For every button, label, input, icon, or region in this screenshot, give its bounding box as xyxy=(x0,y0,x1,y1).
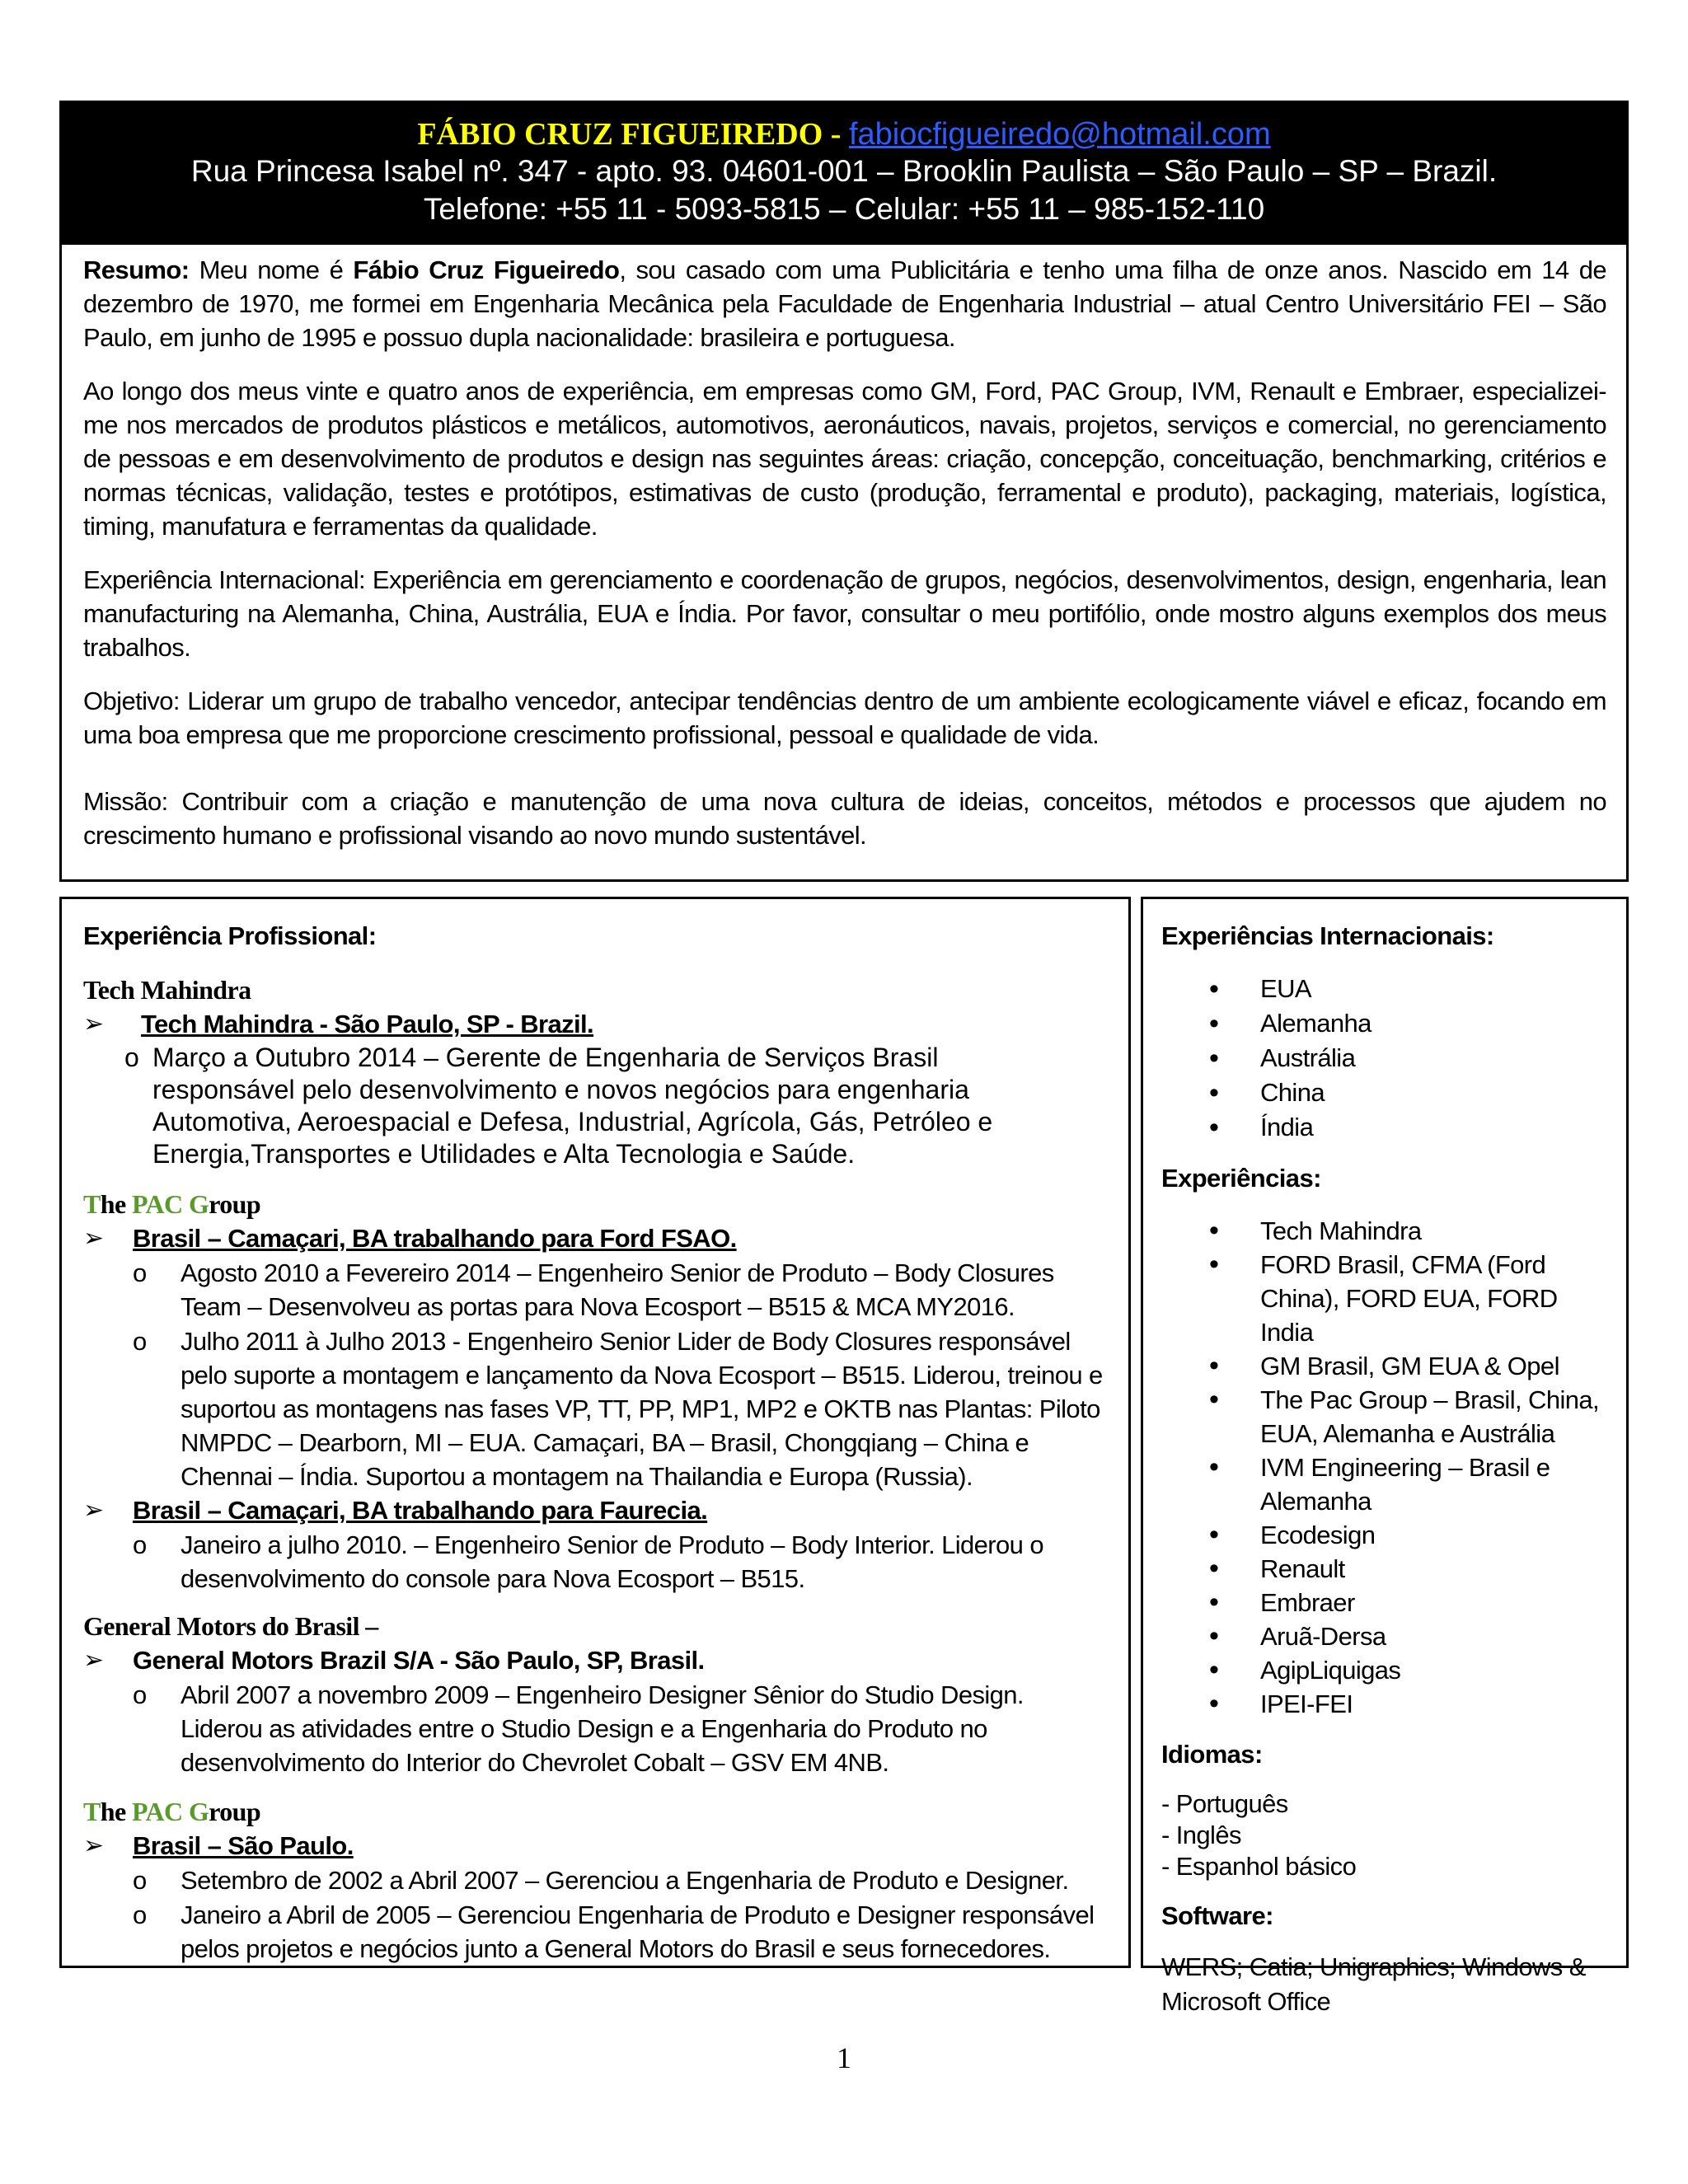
list-item: - Inglês xyxy=(1161,1821,1241,1849)
circle-bullet-icon: o xyxy=(124,1043,139,1072)
list-item: • GM Brasil, GM EUA & Opel xyxy=(1161,1349,1610,1383)
job-description: Janeiro a julho 2010. – Engenheiro Senior de Produto – Body Interior. Liderou o desenvolvimento do console para Nova Ecosport – B515. xyxy=(181,1530,1043,1593)
list-item: • China xyxy=(1161,1076,1610,1110)
job-description: Março a Outubro 2014 – Gerente de Engenharia de Serviços Brasil responsável pelo desenvolvimento e novos negócios para engenharia Automotiva, Aeroespacial e Defesa, Industrial, Agrícola, Gás, Petróleo e Energia,Transportes e Utilidades e Alta Tecnologia e Saúde. xyxy=(152,1043,993,1169)
job-item xyxy=(83,1528,1107,1596)
list-item: • Índia xyxy=(1161,1110,1610,1145)
company-tech-mahindra: Tech Mahindra xyxy=(83,975,251,1005)
list-item: • IPEI-FEI xyxy=(1161,1687,1610,1721)
summary-international: Experiência Internacional: Experiência em gerenciamento e coordenação de grupos, negócios, desenvolvimentos, design, engenharia, lean manufacturing na Alemanha, China, Austrália, EUA e Índia. Por favor, consultar o meu portifólio, onde mostro alguns exemplos dos meus trabalhos. xyxy=(83,565,1606,662)
summary-experience: Ao longo dos meus vinte e quatro anos de experiência, em empresas como GM, Ford, PAC Group, IVM, Renault e Embraer, especializei-me nos mercados de produtos plásticos e metálicos, automotivos, aeronáuticos, navais, projetos, serviços e comercial, no gerenciamento de pessoas e em desenvolvimento de produtos e design nas seguintes áreas: criação, concepção, conceituação, benchmarking, critérios e normas técnicas, validação, testes e protótipos, estimativas de custo (produção, ferramental e produto), packaging, materiais, logística, timing, manufatura e ferramentas da qualidade. xyxy=(83,377,1606,541)
location-row xyxy=(83,1493,1107,1527)
summary-resumo xyxy=(83,253,1606,354)
list-item: • Ecodesign xyxy=(1161,1518,1610,1552)
intl-list xyxy=(1161,972,1610,1145)
list-item: • Alemanha xyxy=(1161,1006,1610,1041)
location-label: Brasil – Camaçari, BA trabalhando para Faurecia. xyxy=(133,1496,708,1525)
circle-bullet-icon: o xyxy=(133,1680,147,1709)
full-name: FÁBIO CRUZ FIGUEIREDO - xyxy=(417,117,849,152)
intl-title: Experiências Internacionais: xyxy=(1161,921,1494,950)
pac-letter: T xyxy=(83,1189,101,1219)
list-item: • AgipLiquigas xyxy=(1161,1653,1610,1687)
job-description: Agosto 2010 a Fevereiro 2014 – Engenheiro Senior de Produto – Body Closures Team – Desenvolveu as portas para Nova Ecosport – B515 & MCA MY2016. xyxy=(181,1258,1054,1321)
pac-text: roup xyxy=(209,1189,261,1219)
resume-header xyxy=(59,101,1629,242)
list-item: • Renault xyxy=(1161,1552,1610,1586)
job-description: Setembro de 2002 a Abril 2007 – Gerenciou a Engenharia de Produto e Designer. xyxy=(181,1866,1069,1895)
location-label: Tech Mahindra - São Paulo, SP - Brazil. xyxy=(141,1010,594,1038)
job-description: Abril 2007 a novembro 2009 – Engenheiro Designer Sênior do Studio Design. Liderou as atividades entre o Studio Design e a Engenharia do Produto no desenvolvimento do Interior do Chevrolet Cobalt – GSV EM 4NB. xyxy=(181,1680,1024,1777)
resumo-label: Resumo: xyxy=(83,255,190,284)
list-item: - Português xyxy=(1161,1789,1288,1818)
page-number: 1 xyxy=(837,2041,851,2074)
summary-mission: Missão: Contribuir com a criação e manutenção de uma nova cultura de ideias, conceitos, métodos e processos que ajudem no crescimento humano e profissional visando ao novo mundo sustentável. xyxy=(83,787,1606,850)
circle-bullet-icon: o xyxy=(133,1258,147,1287)
email-link[interactable]: fabiocfigueiredo@hotmail.com xyxy=(848,117,1271,152)
circle-bullet-icon: o xyxy=(133,1327,147,1356)
pac-letter: PAC G xyxy=(131,1189,209,1219)
location-row xyxy=(83,1221,1107,1255)
job-description: Janeiro a Abril de 2005 – Gerenciou Engenharia de Produto e Designer responsável pelos projetos e negócios junto a General Motors do Brasil e seus fornecedores. xyxy=(181,1900,1095,1963)
sidebar-column xyxy=(1141,897,1629,2016)
experience-column xyxy=(59,897,1131,1968)
name-email-line xyxy=(62,116,1626,152)
arrow-bullet-icon: ➢ xyxy=(83,1647,104,1674)
pac-text: he xyxy=(100,1797,132,1826)
arrow-bullet-icon: ➢ xyxy=(83,1225,104,1252)
list-item: - Espanhol básico xyxy=(1161,1852,1357,1881)
job-description: Julho 2011 à Julho 2013 - Engenheiro Senior Lider de Body Closures responsável pelo suporte a montagem e lançamento da Nova Ecosport – B515. Liderou, treinou e suportou as montagens nas fases VP, TT, PP, MP1, MP2 e OKTB nas Plantas: Piloto NMPDC – Dearborn, MI – EUA. Camaçari, BA – Brasil, Chongqiang – China e Chennai – Índia. Suportou a montagem na Thailandia e Europa (Russia). xyxy=(181,1327,1103,1491)
job-item xyxy=(83,1863,1107,1897)
list-item: • The Pac Group – Brasil, China, EUA, Alemanha e Austrália xyxy=(1161,1383,1610,1451)
experience-title: Experiência Profissional: xyxy=(83,921,377,950)
location-label: General Motors Brazil S/A - São Paulo, SP, Brasil. xyxy=(133,1646,705,1675)
pac-text: roup xyxy=(209,1797,261,1826)
job-item xyxy=(83,1678,1107,1779)
job-item xyxy=(83,1898,1107,1966)
circle-bullet-icon: o xyxy=(133,1530,147,1559)
list-item: • Tech Mahindra xyxy=(1161,1214,1610,1248)
circle-bullet-icon: o xyxy=(133,1866,147,1895)
location-row xyxy=(83,1643,1107,1677)
summary-objective: Objetivo: Liderar um grupo de trabalho vencedor, antecipar tendências dentro de um ambiente ecologicamente viável e eficaz, focando em uma boa empresa que me proporcione crescimento profissional, pessoal e qualidade de vida. xyxy=(83,687,1606,749)
job-item xyxy=(83,1324,1107,1493)
resumo-name: Fábio Cruz Figueiredo xyxy=(353,255,620,284)
summary-box xyxy=(59,242,1629,882)
list-item: • EUA xyxy=(1161,972,1610,1006)
phone-line: Telefone: +55 11 - 5093-5815 – Celular: +55 11 – 985-152-110 xyxy=(423,192,1265,226)
resumo-post: , sou casado com uma Publicitária e tenho uma filha de onze anos. Nascido em 14 de dezembro de 1970, me formei em Engenharia Mecânica pela Faculdade de Engenharia Industrial – atual Centro Universitário FEI – São Paulo, em junho de 1995 e possuo dupla nacionalidade: brasileira e portuguesa. xyxy=(83,255,1606,352)
resumo-pre: Meu nome é xyxy=(189,255,354,284)
location-label: Brasil – Camaçari, BA trabalhando para Ford FSAO. xyxy=(133,1224,737,1253)
list-item: • Austrália xyxy=(1161,1041,1610,1076)
list-item: • Aruã-Dersa xyxy=(1161,1619,1610,1653)
pac-letter: T xyxy=(83,1797,101,1826)
job-item xyxy=(83,1042,1107,1170)
arrow-bullet-icon: ➢ xyxy=(83,1832,104,1859)
job-item xyxy=(83,1256,1107,1324)
circle-bullet-icon: o xyxy=(133,1900,147,1929)
company-pac-group xyxy=(83,1187,1107,1221)
exp-list xyxy=(1161,1214,1610,1721)
pac-text: he xyxy=(100,1189,132,1219)
company-pac-group xyxy=(83,1794,1107,1829)
lang-title: Idiomas: xyxy=(1161,1740,1263,1769)
arrow-bullet-icon: ➢ xyxy=(83,1010,104,1038)
location-row xyxy=(83,1829,1107,1863)
lang-list xyxy=(1161,1788,1610,1882)
software-list: WERS; Catia; Unigraphics; Windows & Microsoft Office xyxy=(1161,1952,1586,2016)
pac-letter: PAC G xyxy=(131,1797,209,1826)
list-item: • Embraer xyxy=(1161,1586,1610,1619)
location-label: Brasil – São Paulo. xyxy=(133,1831,354,1860)
list-item: • IVM Engineering – Brasil e Alemanha xyxy=(1161,1451,1610,1518)
arrow-bullet-icon: ➢ xyxy=(83,1497,104,1524)
location-row xyxy=(83,1007,1107,1041)
address-line: Rua Princesa Isabel nº. 347 - apto. 93. 04601-001 – Brooklin Paulista – São Paulo – SP – Brazil. xyxy=(190,154,1498,188)
list-item: • FORD Brasil, CFMA (Ford China), FORD EUA, FORD India xyxy=(1161,1248,1610,1349)
company-gm: General Motors do Brasil – xyxy=(83,1611,378,1641)
software-title: Software: xyxy=(1161,1901,1273,1930)
exp-title: Experiências: xyxy=(1161,1164,1321,1193)
